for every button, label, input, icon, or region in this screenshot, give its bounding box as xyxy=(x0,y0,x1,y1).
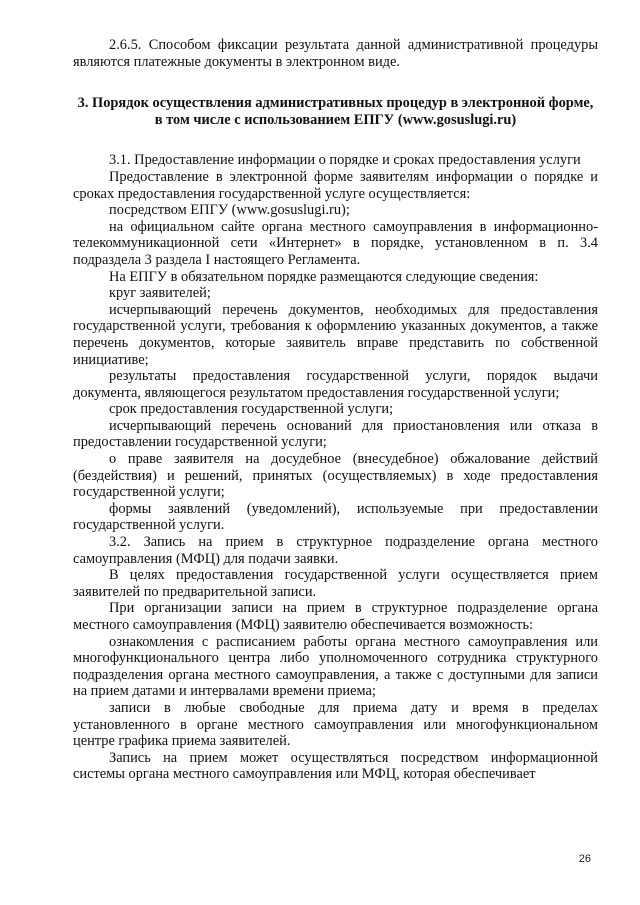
page-number: 26 xyxy=(578,853,591,865)
paragraph: исчерпывающий перечень оснований для приостановления или отказа в предоставлении государственной услуги; xyxy=(73,417,598,451)
paragraph: исчерпывающий перечень документов, необходимых для предоставления государственной услуги, требования к оформлению указанных документов, а также перечень документов, которые заявитель вправе представить по собственной инициативе; xyxy=(73,301,598,368)
paragraph: 3.1. Предоставление информации о порядке и сроках предоставления услуги xyxy=(109,152,581,169)
paragraph: результаты предоставления государственной услуги, порядок выдачи документа, являющегося результатом предоставления государственной услуги; xyxy=(73,368,598,401)
paragraph: срок предоставления государственной услуги; xyxy=(109,401,394,418)
paragraph: круг заявителей; xyxy=(109,285,211,302)
paragraph: На ЕПГУ в обязательном порядке размещаются следующие сведения: xyxy=(109,268,539,285)
paragraph-2-6-5: 2.6.5. Способом фиксации результата данной административной процедуры являются платежные документы в электронном виде. xyxy=(73,37,598,70)
paragraph: о праве заявителя на досудебное (внесудебное) обжалование действий (бездействия) и решений, принятых (осуществляемых) в ходе предоставления государственной услуги; xyxy=(73,451,598,501)
paragraph: Предоставление в электронной форме заявителям информации о порядке и сроках предоставления государственной услуге осуществляется: xyxy=(73,168,598,202)
paragraph: В целях предоставления государственной услуги осуществляется прием заявителей по предварительной записи. xyxy=(73,567,598,600)
section-body xyxy=(73,152,598,783)
paragraph: посредством ЕПГУ (www.gosuslugi.ru); xyxy=(109,202,350,219)
section-title: 3. Порядок осуществления административных процедур в электронной форме, в том числе с использованием ЕПГУ (www.gosuslugi.ru) xyxy=(77,95,594,128)
paragraph: записи в любые свободные для приема дату и время в пределах установленного в органе местного самоуправления или многофункциональном центре графика приема заявителей. xyxy=(73,699,598,750)
paragraph: 3.2. Запись на прием в структурное подразделение органа местного самоуправления (МФЦ) для подачи заявки. xyxy=(73,534,598,567)
paragraph: формы заявлений (уведомлений), используемые при предоставлении государственной услуги. xyxy=(73,500,598,534)
paragraph: При организации записи на прием в структурное подразделение органа местного самоуправления (МФЦ) заявителю обеспечивается возможность: xyxy=(73,600,598,633)
paragraph: ознакомления с расписанием работы органа местного самоуправления или многофункционального центра либо уполномоченного сотрудника структурного подразделения органа местного самоуправления, а также с доступными для записи на прием датами и интервалами времени приема; xyxy=(73,633,598,700)
intro-block xyxy=(73,37,598,70)
paragraph: Запись на прием может осуществляться посредством информационной системы органа местного самоуправления или МФЦ, которая обеспечивает xyxy=(73,749,598,783)
paragraph: на официальном сайте органа местного самоуправления в информационно-телекоммуникационной сети «Интернет» в порядке, установленном в п. 3.4 подраздела 3 раздела I настоящего Регламента. xyxy=(73,218,598,268)
